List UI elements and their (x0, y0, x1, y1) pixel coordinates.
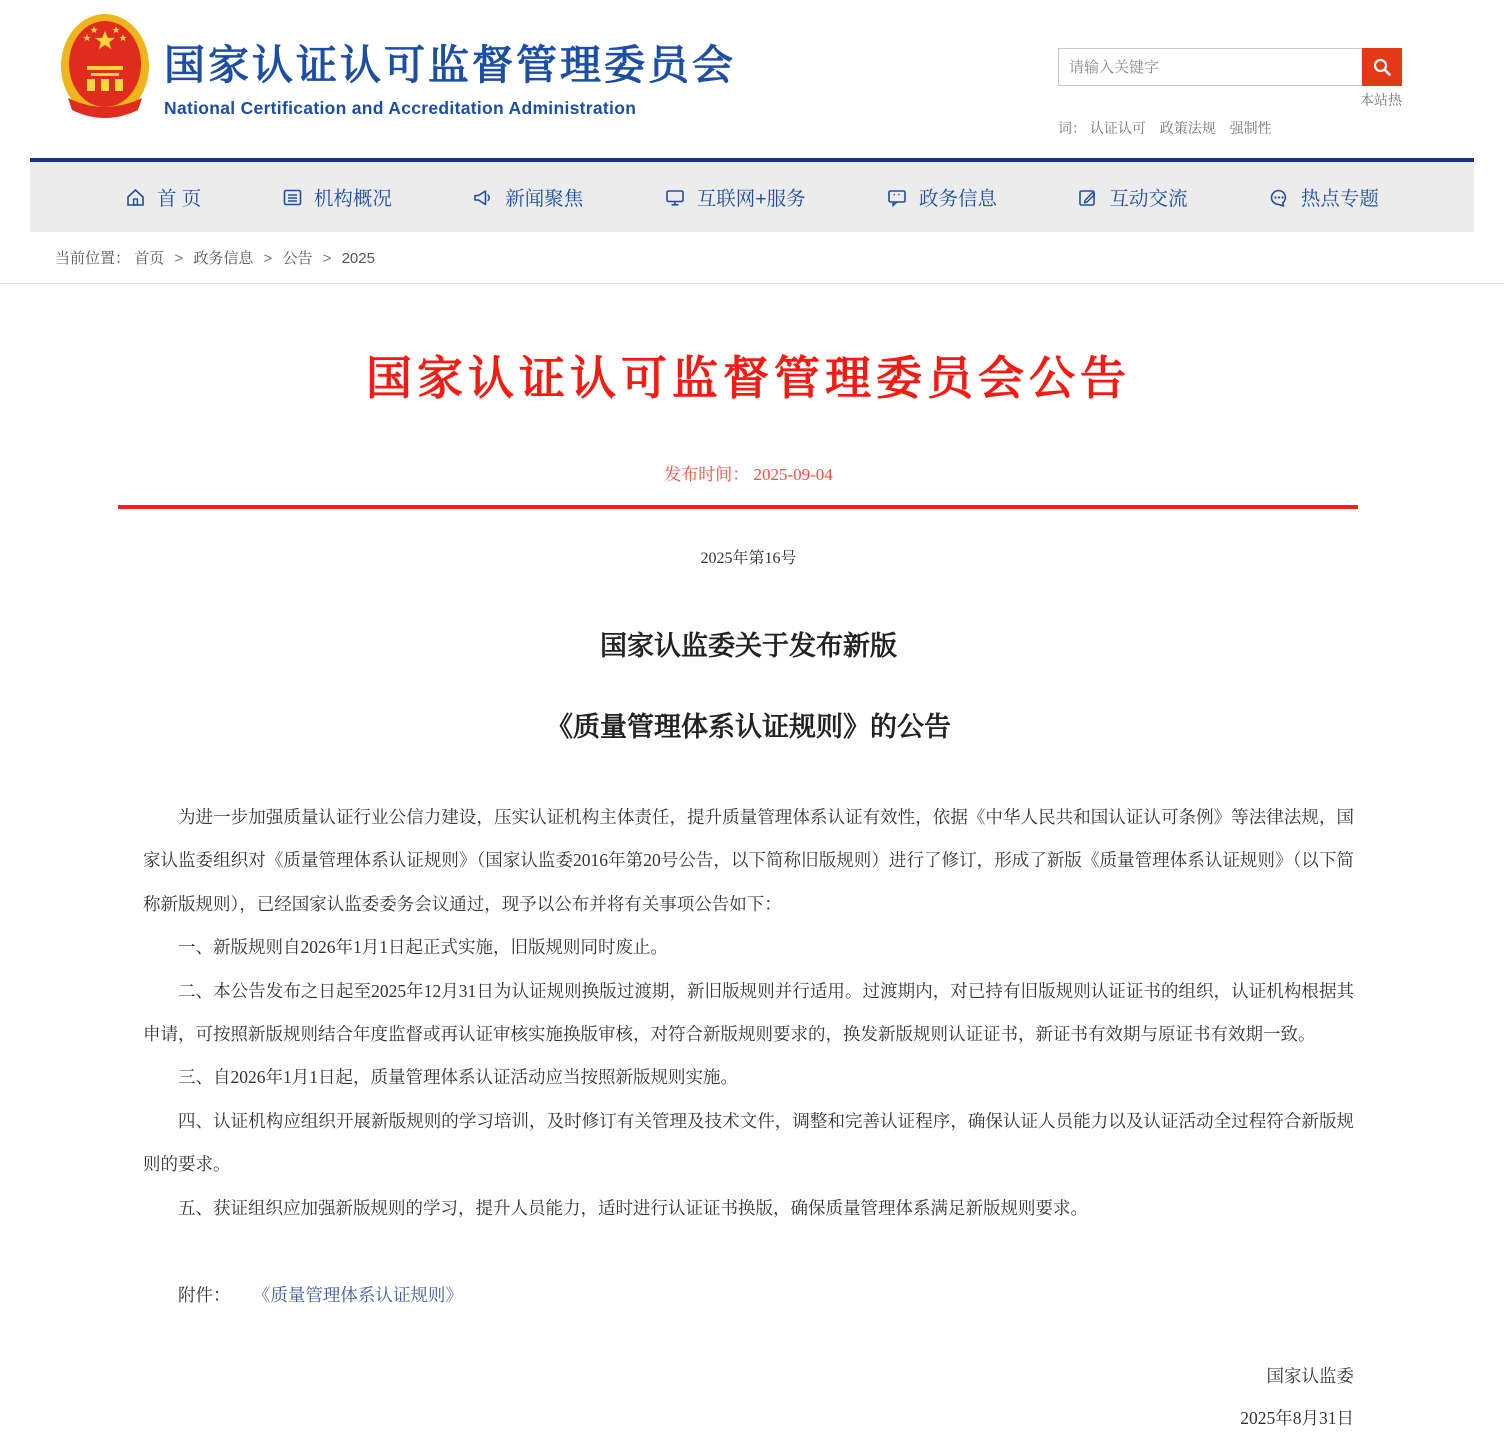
nav-item-news[interactable] (472, 183, 583, 211)
nav-label: 机构概况 (313, 188, 392, 210)
nav-label: 互动交流 (1109, 188, 1188, 210)
site-search (1058, 48, 1402, 139)
nav-item-hot-topics[interactable] (1268, 183, 1379, 211)
doc-subtitle-line1: 国家认监委关于发布新版 (600, 631, 897, 661)
magnifier-icon (1371, 56, 1393, 78)
hot-words-label-part2: 词： (1058, 120, 1086, 136)
attachment-row (143, 1282, 1354, 1307)
site-title-en: National Certification and Accreditation Administration (164, 98, 637, 118)
national-emblem-icon (60, 14, 150, 126)
doc-paragraph: 为进一步加强质量认证行业公信力建设，压实认证机构主体责任，提升质量管理体系认证有效性，依据《中华人民共和国认证认可条例》等法律法规，国家认监委组织对《质量管理体系认证规则》（国家认监委2016年第20号公告，以下简称旧版规则）进行了修订，形成了新版《质量管理体系认证规则》（以下简称新版规则），已经国家认监委委务会议通过，现予以公布并将有关事项公告如下： (143, 807, 1354, 914)
site-header (0, 0, 1504, 158)
breadcrumb-item-home[interactable]: 首页 (134, 250, 165, 267)
search-button[interactable] (1362, 48, 1402, 86)
nav-label: 首 页 (157, 188, 202, 210)
publish-time-date: 2025-09-04 (753, 465, 833, 484)
org-overview-icon (282, 187, 303, 208)
breadcrumb-label: 当前位置： (55, 250, 131, 267)
news-megaphone-icon (472, 187, 494, 208)
breadcrumb-separator: > (174, 250, 184, 267)
red-divider (118, 505, 1358, 509)
breadcrumb-item-announcements[interactable]: 公告 (282, 250, 313, 267)
doc-subtitle-line2: 《质量管理体系认证规则》的公告 (546, 712, 951, 742)
signature-date: 2025年8月31日 (1240, 1407, 1354, 1428)
breadcrumb-item-gov-info[interactable]: 政务信息 (193, 250, 254, 267)
breadcrumb-item-2025[interactable]: 2025 (341, 250, 375, 267)
nav-label: 热点专题 (1300, 188, 1379, 210)
internet-service-monitor-icon (664, 187, 686, 208)
nav-item-home[interactable] (125, 183, 201, 211)
doc-body (143, 796, 1354, 1230)
search-input[interactable] (1058, 48, 1362, 86)
main-navigation (30, 158, 1474, 232)
nav-label: 政务信息 (919, 188, 998, 210)
hot-word-link[interactable]: 政策法规 (1159, 120, 1216, 136)
nav-label: 新闻聚焦 (505, 188, 584, 210)
nav-label: 互联网+服务 (696, 188, 806, 210)
hot-words-label-part1: 本站热 (1360, 92, 1402, 108)
signature-block (143, 1355, 1354, 1439)
doc-paragraph: 二、本公告发布之日起至2025年12月31日为认证规则换版过渡期，新旧版规则并行适用。过渡期内，对已持有旧版规则认证证书的组织，认证机构根据其申请，可按照新版规则结合年度监督或再认证审核实施换版审核，对符合新版规则要求的，换发新版规则认证证书，新证书有效期与原证书有效期一致。 (143, 980, 1354, 1044)
breadcrumb-separator: > (322, 250, 332, 267)
breadcrumb (0, 232, 1504, 284)
doc-number: 2025年第16号 (700, 550, 797, 567)
hot-words (1058, 89, 1402, 139)
interaction-edit-icon (1077, 187, 1098, 208)
site-logo-home-link[interactable] (60, 14, 736, 126)
hot-word-link[interactable]: 强制性 (1229, 120, 1272, 136)
home-icon (125, 187, 146, 208)
publish-time-label: 发布时间： (664, 465, 750, 484)
nav-item-gov-info[interactable] (886, 183, 997, 211)
gov-info-quote-icon (886, 187, 908, 208)
doc-paragraph: 一、新版规则自2026年1月1日起正式实施，旧版规则同时废止。 (178, 937, 668, 958)
site-title-cn: 国家认证认可监督管理委员会 (164, 42, 736, 88)
signature-org: 国家认监委 (1266, 1365, 1354, 1386)
attachment-link[interactable]: 《质量管理体系认证规则》 (252, 1284, 463, 1305)
doc-paragraph: 三、自2026年1月1日起，质量管理体系认证活动应当按照新版规则实施。 (178, 1067, 738, 1088)
hot-topics-chat-icon (1268, 187, 1290, 208)
nav-item-internet-service[interactable] (664, 183, 806, 211)
nav-item-interaction[interactable] (1077, 183, 1187, 211)
doc-paragraph: 四、认证机构应组织开展新版规则的学习培训，及时修订有关管理及技术文件，调整和完善认证程序，确保认证人员能力以及认证活动全过程符合新版规则的要求。 (143, 1110, 1354, 1175)
page-title: 国家认证认可监督管理委员会公告 (366, 353, 1131, 404)
nav-item-org-overview[interactable] (282, 183, 392, 211)
hot-word-link[interactable]: 认证认可 (1089, 120, 1146, 136)
doc-paragraph: 五、获证组织应加强新版规则的学习，提升人员能力，适时进行认证证书换版，确保质量管理体系满足新版规则要求。 (178, 1197, 1088, 1218)
announcement-document (0, 284, 1504, 1439)
publish-time (143, 460, 1354, 485)
breadcrumb-separator: > (263, 250, 273, 267)
attachment-label: 附件： (178, 1284, 231, 1305)
